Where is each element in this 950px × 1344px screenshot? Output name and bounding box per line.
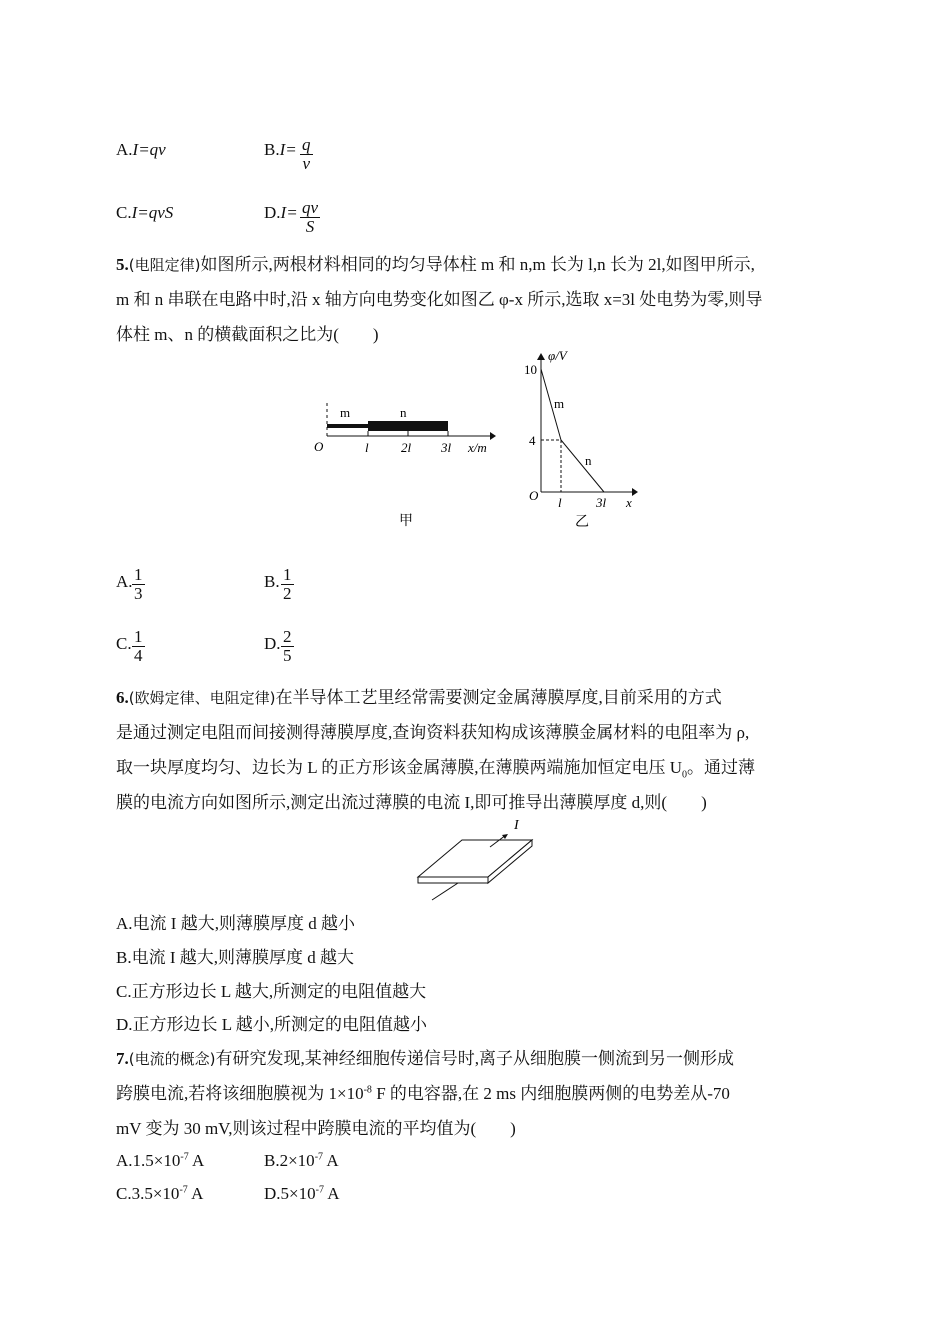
q5-option-c-fraction: 1 4 [134, 627, 143, 665]
fig-b-label-n: n [585, 453, 592, 468]
q6-line-4: 膜的电流方向如图所示,测定出流过薄膜的电流 I,即可推导出薄膜厚度 d,则( ) [116, 793, 707, 812]
q6-film-figure [410, 815, 540, 905]
fig-b-y-label: φ/V [548, 350, 567, 363]
q5-option-c-label: C. [116, 634, 132, 653]
q7-line-3: mV 变为 30 mV,则该过程中跨膜电流的平均值为( ) [116, 1119, 516, 1138]
fig-a-tick-label-2: 2l [401, 440, 412, 455]
current-label: I [514, 818, 519, 833]
q4-option-b-fraction: q v [302, 135, 311, 173]
fig-b-label-m: m [554, 396, 565, 411]
q5-figure-a [300, 395, 500, 535]
q5-line-1: 5.(电阻定律)如图所示,两根材料相同的均匀导体柱 m 和 n,m 长为 l,n 长为 2l,如图甲所示, [116, 255, 755, 274]
fig-b-potential-line [541, 369, 604, 492]
current-lead-in [432, 883, 458, 900]
q4-option-d: D.I= [264, 203, 298, 222]
q6-line-1: 6.(欧姆定律、电阻定律)在半导体工艺里经常需要测定金属薄膜厚度,目前采用的方式 [116, 688, 722, 707]
q5-option-b-fraction: 1 2 [283, 565, 292, 603]
q7-option-d: $D.5\times 10^{-7}$ A [264, 1184, 340, 1203]
q6-line-2: 是通过测定电阻而间接测得薄膜厚度,查询资料获知构成该薄膜金属材料的电阻率为 ρ, [116, 723, 750, 742]
q5-option-a-label: A. [116, 572, 133, 591]
q5-option-d-fraction: 2 5 [283, 627, 292, 665]
fig-b-x-arrow-icon [632, 488, 638, 496]
fig-a-caption: 甲 [399, 514, 413, 529]
fig-a-label-m: m [340, 405, 351, 420]
fig-a-tick-label-1: l [365, 440, 369, 455]
q6-option-c: C.正方形边长 L 越大,所测定的电阻值越大 [116, 982, 427, 1001]
q5-line-2: m 和 n 串联在电路中时,沿 x 轴方向电势变化如图乙 φ-x 所示,选取 x=3l 处电势为零,则导 [116, 290, 763, 309]
q6-option-a: A.电流 I 越大,则薄膜厚度 d 越小 [116, 914, 355, 933]
q5-option-d-label: D. [264, 634, 281, 653]
fig-b-origin: O [529, 488, 539, 503]
q7-line-1: 7.(电流的概念)有研究发现,某神经细胞传递信号时,离子从细胞膜一侧流到另一侧形成 [116, 1049, 734, 1068]
q5-option-a-fraction: 1 3 [134, 565, 143, 603]
q6-option-d: D.正方形边长 L 越小,所测定的电阻值越小 [116, 1015, 428, 1034]
q4-option-c: C.I=qvS [116, 203, 174, 222]
fig-a-axis-label: x/m [468, 440, 487, 455]
q7-option-c: $C.3.5\times 10^{-7}$ A [116, 1184, 204, 1203]
q6-option-b: B.电流 I 越大,则薄膜厚度 d 越大 [116, 948, 354, 967]
fig-a-origin: O [314, 439, 324, 454]
q7-option-b: $B.2\times 10^{-7}$ A [264, 1151, 339, 1170]
fig-b-caption: 乙 [575, 515, 589, 530]
fig-a-label-n: n [400, 405, 407, 420]
q5-figure-b [520, 350, 650, 535]
q4-option-d-fraction: qv S [302, 198, 319, 236]
fig-b-y-mid: 4 [529, 433, 536, 448]
fig-b-x-label: x [626, 495, 632, 510]
fig-a-tick-label-3: 3l [441, 440, 452, 455]
film-front-face [418, 877, 488, 883]
current-arrow-icon [502, 834, 508, 839]
fig-a-conductor-m [327, 424, 368, 428]
fig-b-x-tick-3: 3l [596, 495, 607, 510]
q5-line-3: 体柱 m、n 的横截面积之比为( ) [116, 325, 379, 344]
q4-option-b: B.I= [264, 140, 297, 159]
q7-option-a: $A.1.5\times 10^{-7}$ A [116, 1151, 205, 1170]
fig-a-arrow-icon [490, 432, 496, 440]
fig-b-x-tick-1: l [558, 495, 562, 510]
fig-a-conductor-n [368, 421, 448, 431]
q6-line-3: 取一块厚度均匀、边长为 L 的正方形该金属薄膜,在薄膜两端施加恒定电压 $U_0$。通过薄 [116, 758, 756, 781]
q4-option-a: A.I=qv [116, 140, 166, 159]
q5-option-b-label: B. [264, 572, 280, 591]
fig-b-y-arrow-icon [537, 353, 545, 360]
q7-line-2: 跨膜电流,若将该细胞膜视为 $1\times 10^{-8}$ F 的电容器,在 2 ms 内细胞膜两侧的电势差从-70 [116, 1084, 730, 1103]
fig-b-y-top: 10 [524, 362, 537, 377]
